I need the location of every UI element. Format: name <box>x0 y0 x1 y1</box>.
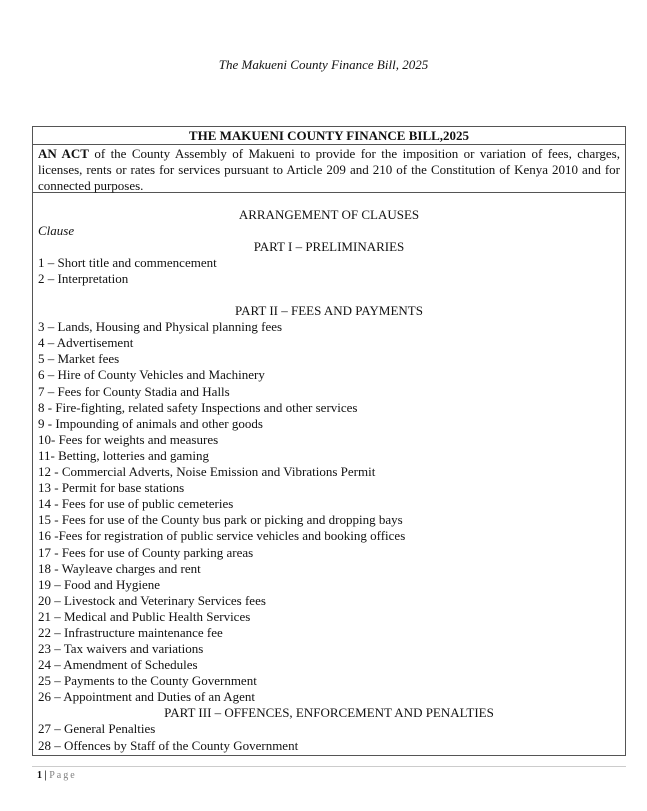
part3-list <box>38 721 620 753</box>
clause-label: Clause <box>38 223 75 238</box>
preamble-text: of the County Assembly of Makueni to provide for the imposition or variation of fees, charges, licenses, rents or rates for services pursuant to Article 209 and 210 of the Constitution of Kenya 2010 and for connected purposes. <box>38 146 620 194</box>
page-footer <box>37 770 77 781</box>
clause-item: 12 - Commercial Adverts, Noise Emission and Vibrations Permit <box>38 464 376 480</box>
clause-item: 18 - Wayleave charges and rent <box>38 560 201 576</box>
clause-item: 13 - Permit for base stations <box>38 480 185 496</box>
clause-item: 7 – Fees for County Stadia and Halls <box>38 383 230 399</box>
clause-item: 2 – Interpretation <box>38 271 129 287</box>
clause-item: 10- Fees for weights and measures <box>38 431 219 447</box>
clause-item: 1 – Short title and commencement <box>38 255 217 270</box>
part3-heading: PART III – OFFENCES, ENFORCEMENT AND PENALTIES <box>164 705 494 721</box>
clause-item: 21 – Medical and Public Health Services <box>38 608 251 624</box>
part1-list <box>38 255 620 287</box>
clause-item: 6 – Hire of County Vehicles and Machinery <box>38 367 265 383</box>
clause-item: 9 - Impounding of animals and other goods <box>38 415 263 431</box>
bill-title: THE MAKUENI COUNTY FINANCE BILL,2025 <box>33 127 625 145</box>
part2-list <box>38 319 620 705</box>
clause-item: 27 – General Penalties <box>38 721 156 737</box>
preamble-lead: AN ACT <box>38 146 89 161</box>
clause-item: 25 – Payments to the County Government <box>38 673 257 689</box>
clause-item: 28 – Offences by Staff of the County Government <box>38 737 299 753</box>
running-header: The Makueni County Finance Bill, 2025 <box>218 57 429 72</box>
clause-item: 14 - Fees for use of public cemeteries <box>38 496 234 512</box>
clause-item: 23 – Tax waivers and variations <box>38 641 204 657</box>
footer-rule <box>32 766 626 767</box>
part1-heading: PART I – PRELIMINARIES <box>253 239 405 254</box>
clause-item: 16 -Fees for registration of public service vehicles and booking offices <box>38 528 406 544</box>
clause-item: 20 – Livestock and Veterinary Services fees <box>38 592 266 608</box>
clause-contents <box>33 207 625 754</box>
clause-item: 26 – Appointment and Duties of an Agent <box>38 689 256 705</box>
page-separator: | <box>42 770 50 781</box>
page-number: 1 <box>37 770 42 781</box>
clause-item: 22 – Infrastructure maintenance fee <box>38 624 223 640</box>
clause-item: 3 – Lands, Housing and Physical planning fees <box>38 319 283 335</box>
part2-heading: PART II – FEES AND PAYMENTS <box>235 303 423 319</box>
bill-preamble <box>33 145 625 193</box>
clause-item: 8 - Fire-fighting, related safety Inspections and other services <box>38 399 358 415</box>
clause-item: 4 – Advertisement <box>38 335 134 351</box>
bill-box <box>32 126 626 756</box>
clause-item: 17 - Fees for use of County parking areas <box>38 544 254 560</box>
clause-item: 11- Betting, lotteries and gaming <box>38 447 210 463</box>
clause-item: 24 – Amendment of Schedules <box>38 657 198 673</box>
arrangement-heading: ARRANGEMENT OF CLAUSES <box>238 207 420 222</box>
clause-item: 19 – Food and Hygiene <box>38 576 161 592</box>
clause-item: 5 – Market fees <box>38 351 120 367</box>
clause-item: 15 - Fees for use of the County bus park or picking and dropping bays <box>38 512 403 528</box>
page-word: Page <box>49 770 77 781</box>
